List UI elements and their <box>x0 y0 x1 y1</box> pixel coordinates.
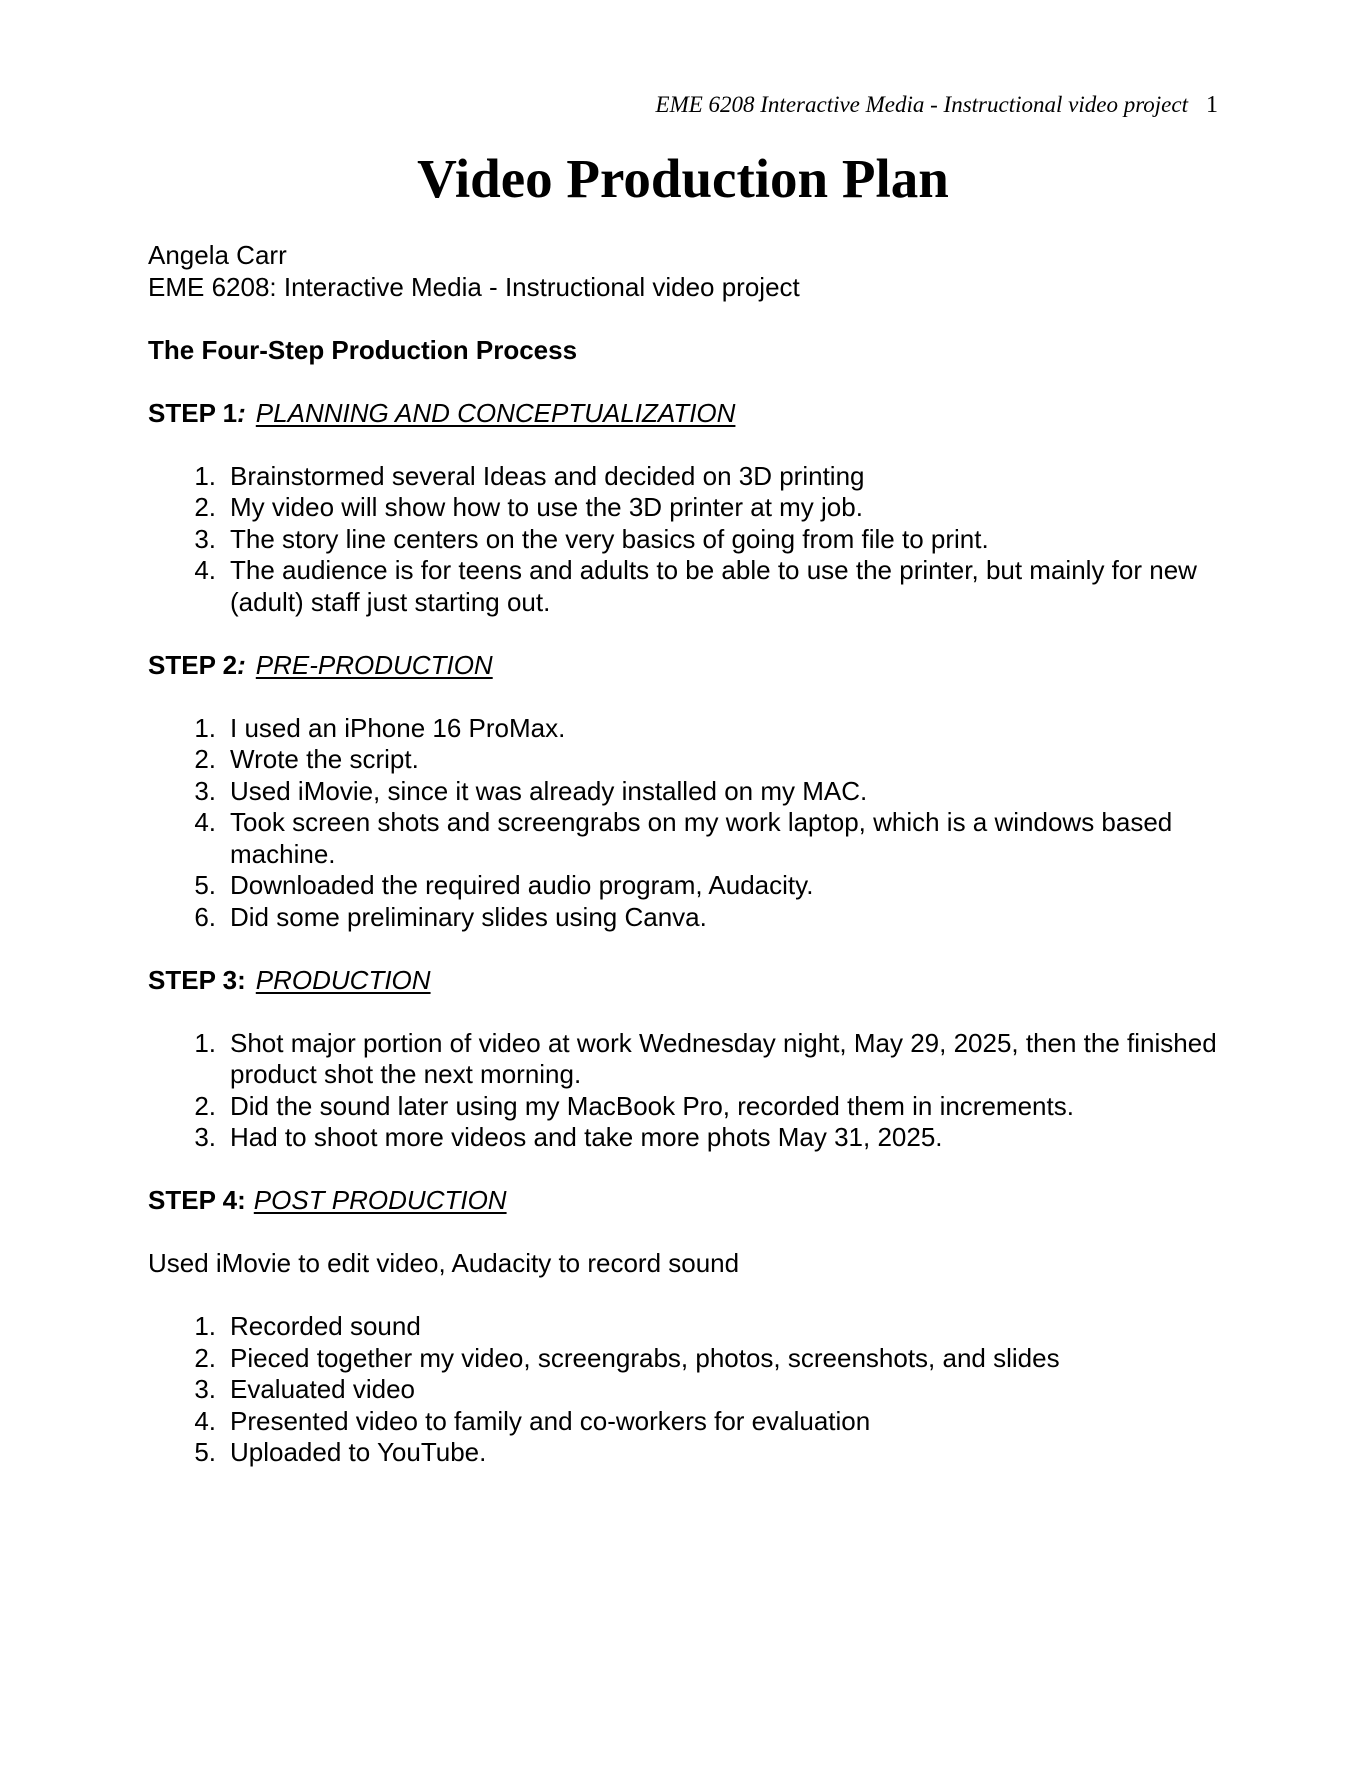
list-item <box>148 1374 1238 1406</box>
spacer <box>148 1280 1238 1312</box>
list-item-number: 2. <box>194 744 216 774</box>
list-item-number: 3. <box>194 1122 216 1152</box>
step-1-label: STEP 1 <box>148 397 238 428</box>
list-item-text: The audience is for teens and adults to be able to use the printer, but mainly for new (adult) staff just starting out. <box>230 555 1197 617</box>
course-line: EME 6208: Interactive Media - Instructional video project <box>148 271 800 302</box>
list-item <box>148 555 1238 618</box>
step-3-list <box>148 1028 1238 1154</box>
list-item <box>148 461 1238 493</box>
spacer <box>148 429 1238 461</box>
step-1-heading <box>148 398 1238 430</box>
step-3-name: PRODUCTION <box>255 964 431 995</box>
spacer <box>148 996 1238 1028</box>
spacer <box>148 1217 1238 1249</box>
spacer <box>148 933 1238 965</box>
list-item-number: 2. <box>194 492 216 522</box>
list-item-number: 1. <box>194 1027 216 1058</box>
list-item-text: Used iMovie, since it was already installed on my MAC. <box>230 775 868 806</box>
list-item-text: Took screen shots and screengrabs on my work laptop, which is a windows based machine. <box>230 807 1173 869</box>
list-item <box>148 492 1238 524</box>
step-4-name: POST PRODUCTION <box>253 1185 507 1215</box>
list-item-text: Brainstormed several Ideas and decided on 3D printing <box>230 460 865 491</box>
list-item <box>148 1406 1238 1438</box>
list-item-text: Presented video to family and co-workers for evaluation <box>230 1405 871 1436</box>
list-item-number: 4. <box>194 807 216 837</box>
list-item-text: Wrote the script. <box>230 744 419 774</box>
list-item <box>148 1122 1238 1154</box>
list-item-text: My video will show how to use the 3D printer at my job. <box>230 492 863 522</box>
list-item <box>148 1343 1238 1375</box>
step-2-separator: : <box>237 649 246 680</box>
list-item <box>148 807 1238 870</box>
list-item-text: I used an iPhone 16 ProMax. <box>230 712 566 743</box>
list-item <box>148 1028 1238 1091</box>
list-item-text: Recorded sound <box>230 1311 421 1341</box>
step-1-separator: : <box>237 397 246 428</box>
spacer <box>148 366 1238 398</box>
list-item-number: 3. <box>194 1374 216 1404</box>
list-item <box>148 1311 1238 1343</box>
list-item-number: 4. <box>194 1405 216 1436</box>
step-3-heading <box>148 965 1238 997</box>
step-1-name: PLANNING AND CONCEPTUALIZATION <box>255 397 736 428</box>
list-item <box>148 776 1238 808</box>
spacer <box>148 1154 1238 1186</box>
list-item-text: Downloaded the required audio program, Audacity. <box>230 870 814 900</box>
list-item-number: 5. <box>194 870 216 900</box>
list-item <box>148 1091 1238 1123</box>
step-2-list <box>148 713 1238 934</box>
list-item-number: 1. <box>194 712 216 743</box>
list-item <box>148 713 1238 745</box>
list-item-text: Had to shoot more videos and take more phots May 31, 2025. <box>230 1122 943 1152</box>
author-name: Angela Carr <box>148 240 287 270</box>
list-item <box>148 744 1238 776</box>
document-body <box>148 240 1238 1469</box>
list-item-text: Did the sound later using my MacBook Pro, recorded them in increments. <box>230 1090 1074 1121</box>
list-item-number: 6. <box>194 901 216 932</box>
list-item <box>148 870 1238 902</box>
list-item <box>148 524 1238 556</box>
list-item-text: The story line centers on the very basics of going from file to print. <box>230 523 989 554</box>
list-item-text: Pieced together my video, screengrabs, photos, screenshots, and slides <box>230 1342 1060 1373</box>
list-item-text: Did some preliminary slides using Canva. <box>230 901 707 932</box>
list-item-text: Shot major portion of video at work Wednesday night, May 29, 2025, then the finished product shot the next morning. <box>230 1027 1217 1089</box>
document-title: Video Production Plan <box>417 148 949 209</box>
list-item-text: Uploaded to YouTube. <box>230 1437 487 1467</box>
list-item-number: 4. <box>194 555 216 585</box>
list-item-number: 1. <box>194 1311 216 1341</box>
spacer <box>148 681 1238 713</box>
list-item-number: 2. <box>194 1090 216 1121</box>
running-header-title: EME 6208 Interactive Media - Instructional video project <box>655 92 1188 117</box>
step-2-label: STEP 2 <box>148 649 238 680</box>
list-item <box>148 1437 1238 1469</box>
list-item-text: Evaluated video <box>230 1374 416 1404</box>
list-item-number: 1. <box>194 460 216 491</box>
list-item <box>148 902 1238 934</box>
list-item-number: 3. <box>194 523 216 554</box>
step-1-list <box>148 461 1238 619</box>
step-4-list <box>148 1311 1238 1469</box>
step-3-label: STEP 3: <box>148 964 246 995</box>
spacer <box>148 618 1238 650</box>
step-4-intro: Used iMovie to edit video, Audacity to record sound <box>148 1248 740 1278</box>
step-2-name: PRE-PRODUCTION <box>255 649 493 680</box>
running-header <box>656 90 1218 120</box>
step-4-heading <box>148 1185 1238 1217</box>
spacer <box>148 303 1238 335</box>
section-title: The Four-Step Production Process <box>148 334 578 365</box>
step-2-heading <box>148 650 1238 682</box>
list-item-number: 5. <box>194 1437 216 1467</box>
list-item-number: 3. <box>194 775 216 806</box>
step-4-label: STEP 4: <box>148 1185 246 1215</box>
page-number: 1 <box>1206 92 1218 118</box>
list-item-number: 2. <box>194 1342 216 1373</box>
